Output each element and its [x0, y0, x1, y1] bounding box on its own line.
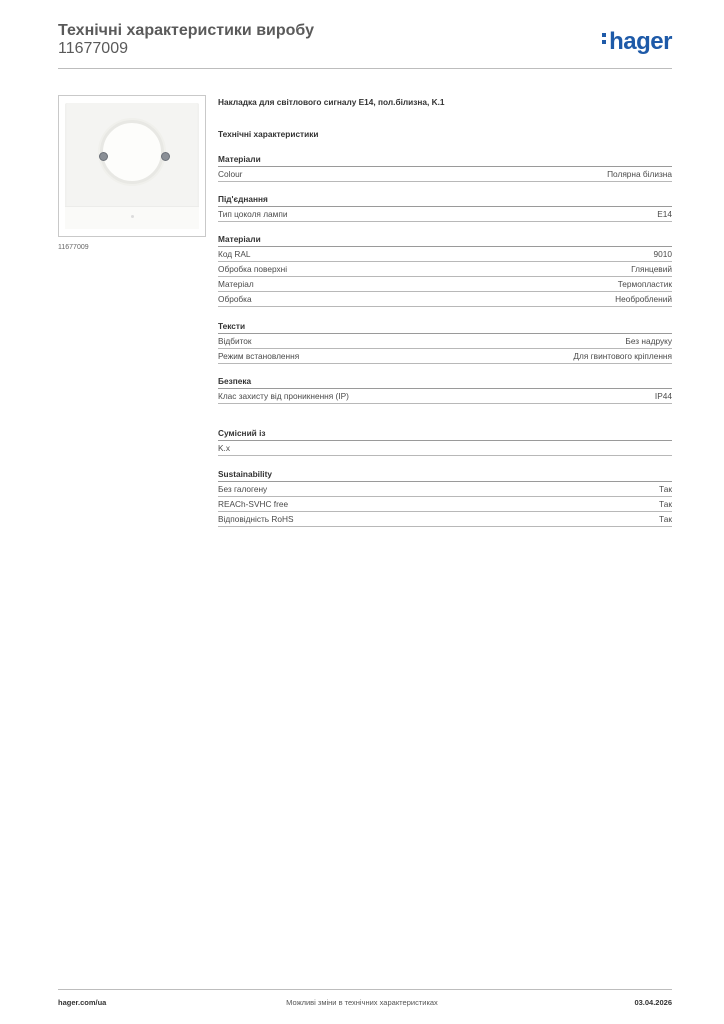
spec-label: Colour	[218, 169, 243, 179]
plate-body	[65, 103, 199, 229]
spec-label: Матеріал	[218, 279, 254, 289]
spec-label: K.x	[218, 443, 230, 453]
spec-label: Код RAL	[218, 249, 251, 259]
group-title: Матеріали	[218, 153, 672, 167]
product-name: Накладка для світлового сигналу E14, пол.білизна, K.1	[218, 97, 445, 107]
footer-note: Можливі зміни в технічних характеристиках	[286, 998, 438, 1007]
spec-label: Режим встановлення	[218, 351, 300, 361]
hager-logo	[602, 28, 672, 56]
spec-value: Так	[659, 484, 672, 494]
spec-value: 9010	[653, 249, 672, 259]
spec-label: Відбиток	[218, 336, 252, 346]
spec-sheet	[218, 96, 672, 527]
footer-divider	[58, 989, 672, 990]
spec-row	[218, 167, 672, 182]
spec-row	[218, 207, 672, 222]
spec-value: Глянцевий	[631, 264, 672, 274]
group-title: Тексти	[218, 320, 672, 334]
spec-label: Без галогену	[218, 484, 268, 494]
spec-row	[218, 262, 672, 277]
page-title: Технічні характеристики виробу	[58, 22, 314, 39]
spec-value: Термопластик	[617, 279, 672, 289]
product-number: 11677009	[58, 40, 128, 57]
spec-row	[218, 482, 672, 497]
cover-plate-image	[58, 95, 206, 237]
image-caption: 11677009	[58, 244, 89, 251]
group-title: Безпека	[218, 375, 672, 389]
spec-value: Без надруку	[625, 336, 672, 346]
spec-value: Так	[659, 499, 672, 509]
spec-value: IP44	[654, 391, 672, 401]
screw-icon	[161, 152, 170, 161]
logo-dots-icon	[602, 30, 607, 47]
spec-value: Так	[659, 514, 672, 524]
section-title: Технічні характеристики	[218, 129, 319, 139]
spec-label: REACh-SVHC free	[218, 499, 289, 509]
page-header	[58, 22, 672, 70]
spec-label: Обробка	[218, 294, 252, 304]
spec-row	[218, 389, 672, 404]
spec-row	[218, 247, 672, 262]
spec-row	[218, 512, 672, 527]
spec-row	[218, 292, 672, 307]
spec-label: Тип цоколя лампи	[218, 209, 288, 219]
group-title: Під'єднання	[218, 193, 672, 207]
spec-value: Для гвинтового кріплення	[573, 351, 672, 361]
spec-label: Відповідність RoHS	[218, 514, 294, 524]
spec-row	[218, 334, 672, 349]
header-divider	[58, 68, 672, 69]
signal-ring	[100, 120, 164, 184]
spec-row	[218, 277, 672, 292]
led-dot	[131, 215, 134, 218]
spec-value: Полярна білизна	[607, 169, 672, 179]
group-title: Матеріали	[218, 233, 672, 247]
spec-value: E14	[657, 209, 672, 219]
footer-date: 03.04.2026	[634, 998, 672, 1007]
spec-row	[218, 441, 672, 456]
spec-groups	[218, 153, 672, 527]
spec-label: Клас захисту від проникнення (IP)	[218, 391, 349, 401]
screw-icon	[99, 152, 108, 161]
group-title: Сумісний із	[218, 427, 672, 441]
spec-row	[218, 497, 672, 512]
spec-value: Необроблений	[615, 294, 672, 304]
logo-text: hager	[609, 28, 672, 55]
spec-row	[218, 349, 672, 364]
group-title: Sustainability	[218, 468, 672, 482]
spec-label: Обробка поверхні	[218, 264, 288, 274]
footer-website: hager.com/ua	[58, 998, 107, 1007]
